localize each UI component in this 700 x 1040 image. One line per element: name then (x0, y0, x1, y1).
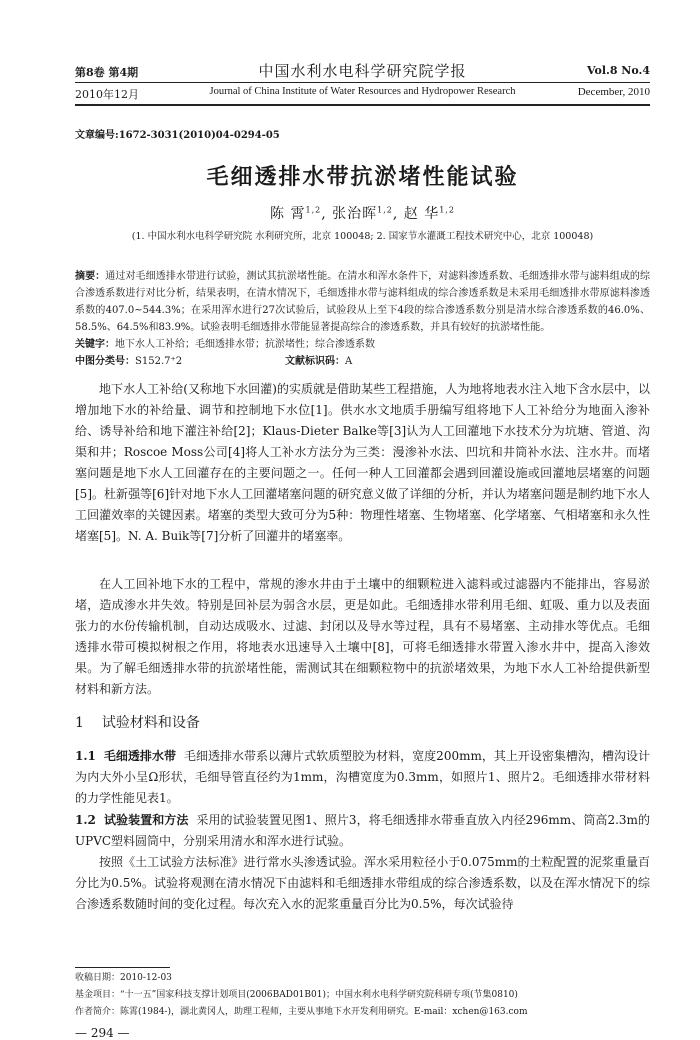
author-name: 陈 霄 (270, 206, 306, 222)
author-affiliation-mark: 1,2 (439, 205, 455, 215)
running-header-top (75, 60, 650, 82)
author-affiliation-mark: 1,2 (305, 205, 322, 215)
subsection-1-2 (75, 810, 650, 852)
article-number: 文章编号:1672-3031(2010)04-0294-05 (75, 130, 280, 141)
page-number: — 294 — (75, 1026, 130, 1040)
footnote-rule (75, 967, 170, 968)
footnote-fund: 基金项目：“十一五”国家科技支撑计划项目(2006BAD01B01)；中国水利水电科学研究院科研专项(节集0810) (75, 990, 518, 1000)
section-number: 1 (75, 715, 84, 731)
subsection-title: 毛细透排水带 (103, 749, 176, 763)
subsection-number: 1.1 (75, 749, 96, 763)
author-affiliation-mark: 1,2 (377, 205, 393, 215)
abstract-text: 通过对毛细透排水带进行试验，测试其抗淤堵性能。在清水和浑水条件下，对滤料渗透系数、毛细透排水带与滤料组成的综合渗透系数进行对比分析，结果表明，在清水情况下，毛细透排水带与滤料组成的综合渗透系数是未采用毛细透排水带原滤料渗透系数的407.0~544.3%；在采用浑水进行27次试验后，试验段从上至下4段的综合渗透系数分别是清水综合渗透系数的46.0%、58.5%、64.5%和83.9%。试验表明毛细透排水带能显著提高综合的渗透系数，并具有较好的抗淤堵性能。 (75, 271, 651, 333)
footnote-received: 收稿日期：2010-12-03 (75, 973, 172, 983)
body-paragraph-3 (75, 852, 650, 915)
doc-code-value: A (345, 356, 353, 367)
classification-row (75, 352, 650, 367)
paper-title: 毛细透排水带抗淤堵性能试验 (206, 164, 519, 190)
journal-name-en: Journal of China Institute of Water Resources and Hydropower Research (209, 86, 516, 97)
date-cn: 2010年12月 (75, 88, 139, 101)
author-name: 张治晖 (332, 206, 378, 222)
paragraph-text: 按照《土工试验方法标准》进行常水头渗透试验。浑水采用粒径小于0.075mm的土粒配置的泥浆重量百分比为0.5%。试验将观测在清水情况下由滤料和毛细透排水带组成的综合渗透系数，以及在浑水情况下的综合渗透系数随时间的变化过程。每次充入水的泥浆重量百分比为0.5%，每次试验待 (75, 855, 650, 911)
body-paragraph-2 (75, 574, 650, 700)
header-rule-thin (75, 82, 650, 83)
subsection-title: 试验装置和方法 (103, 813, 189, 827)
journal-name-cn: 中国水利水电科学研究院学报 (258, 62, 467, 80)
footnote-author: 作者简介：陈霄(1984-)，湖北黄冈人，助理工程师，主要从事地下水开发利用研究。E-mail：xchen@163.com (75, 1007, 528, 1017)
keywords-label: 关键字： (75, 339, 115, 350)
author-list: 陈 霄$^{1,2}$, 张治晖$^{1,2}$, 赵 华$^{1,2}$ (270, 205, 455, 222)
paragraph-text: 在人工回补地下水的工程中，常规的渗水井由于土壤中的细颗粒进入滤料或过滤器内不能排出，容易淤堵，造成渗水井失效。特别是回补层为弱含水层，更是如此。毛细透排水带利用毛细、虹吸、重力以及表面张力的水份传输机制，自动达成吸水、过滤、封闭以及导水等过程，具有不易堵塞、主动排水等优点。毛细透排水带可模拟树根之作用，将地表水迅速导入土壤中[8]，可将毛细透排水带置入渗水井中，提高入渗效果。为了解毛细透排水带的抗淤堵性能，需测试其在细颗粒物中的抗淤堵效果，为地下水人工补给提供新型材料和新方法。 (75, 577, 650, 696)
author-name: 赵 华 (403, 206, 440, 222)
clc-code: S152.7⁺2 (135, 356, 183, 367)
running-header-bottom (75, 84, 650, 102)
date-en: December, 2010 (577, 86, 650, 98)
doc-code-label: 文献标识码： (285, 356, 345, 367)
volume-issue-en: Vol.8 No.4 (586, 64, 650, 77)
abstract-label: 摘要： (75, 271, 106, 282)
document-code (285, 352, 352, 367)
subsection-number: 1.2 (75, 813, 96, 827)
header-rule-thick (75, 104, 650, 106)
section-title: 试验材料和设备 (101, 715, 200, 731)
abstract (75, 268, 650, 336)
section-heading-1 (75, 712, 200, 732)
clc-label: 中图分类号： (75, 356, 135, 367)
volume-issue: 第8卷 第4期 (75, 66, 139, 79)
subsection-text: 毛细透排水带系以薄片式软质塑胶为材料，宽度200mm，其上开设密集槽沟，槽沟设计为内大外小呈Ω形状，毛细导管直径约为1mm，沟槽宽度为0.3mm，如照片1、照片2。毛细透排水带材料的力学性能见表1。 (75, 749, 650, 805)
keywords-text: 地下水人工补给；毛细透排水带；抗淤堵性；综合渗透系数 (115, 339, 375, 350)
keywords (75, 335, 650, 350)
paragraph-text: 地下水人工补给(又称地下水回灌)的实质就是借助某些工程措施，人为地将地表水注入地下含水层中，以增加地下水的补给量、调节和控制地下水位[1]。供水水文地质手册编写组将地下人工补给分为地面入渗补给、诱导补给和地下灌注补给[2]；Klaus-Dieter Balke等[3]认为人工回灌地下水技术分为坑塘、管道、沟渠和井；Roscoe Moss公司[4]将人工补水方法分为三类：漫渗补水法、凹坑和井筒补水法、注水井。而堵塞问题是地下水人工回灌存在的主要问题之一。任何一种人工回灌都会遇到回灌设施或回灌地层堵塞的问题[5]。杜新强等[6]针对地下水人工回灌堵塞问题的研究意义做了详细的分析，并认为堵塞问题是制约地下水人工回灌效率的关键因素。堵塞的类型大致可分为5种：物理性堵塞、生物堵塞、化学堵塞、气相堵塞和永久性堵塞[5]。N. A. Buik等[7]分析了回灌井的堵塞率。 (75, 382, 650, 543)
subsection-text: 采用的试验装置见图1、照片3，将毛细透排水带垂直放入内径296mm、筒高2.3m的UPVC塑料圆筒中，分别采用清水和浑水进行试验。 (75, 813, 650, 848)
affiliation: (1. 中国水利水电科学研究院 水利研究所，北京 100048; 2. 国家节水灌溉工程技术研究中心，北京 100048) (131, 231, 594, 242)
subsection-1-1 (75, 746, 650, 809)
body-paragraph-1 (75, 379, 650, 547)
